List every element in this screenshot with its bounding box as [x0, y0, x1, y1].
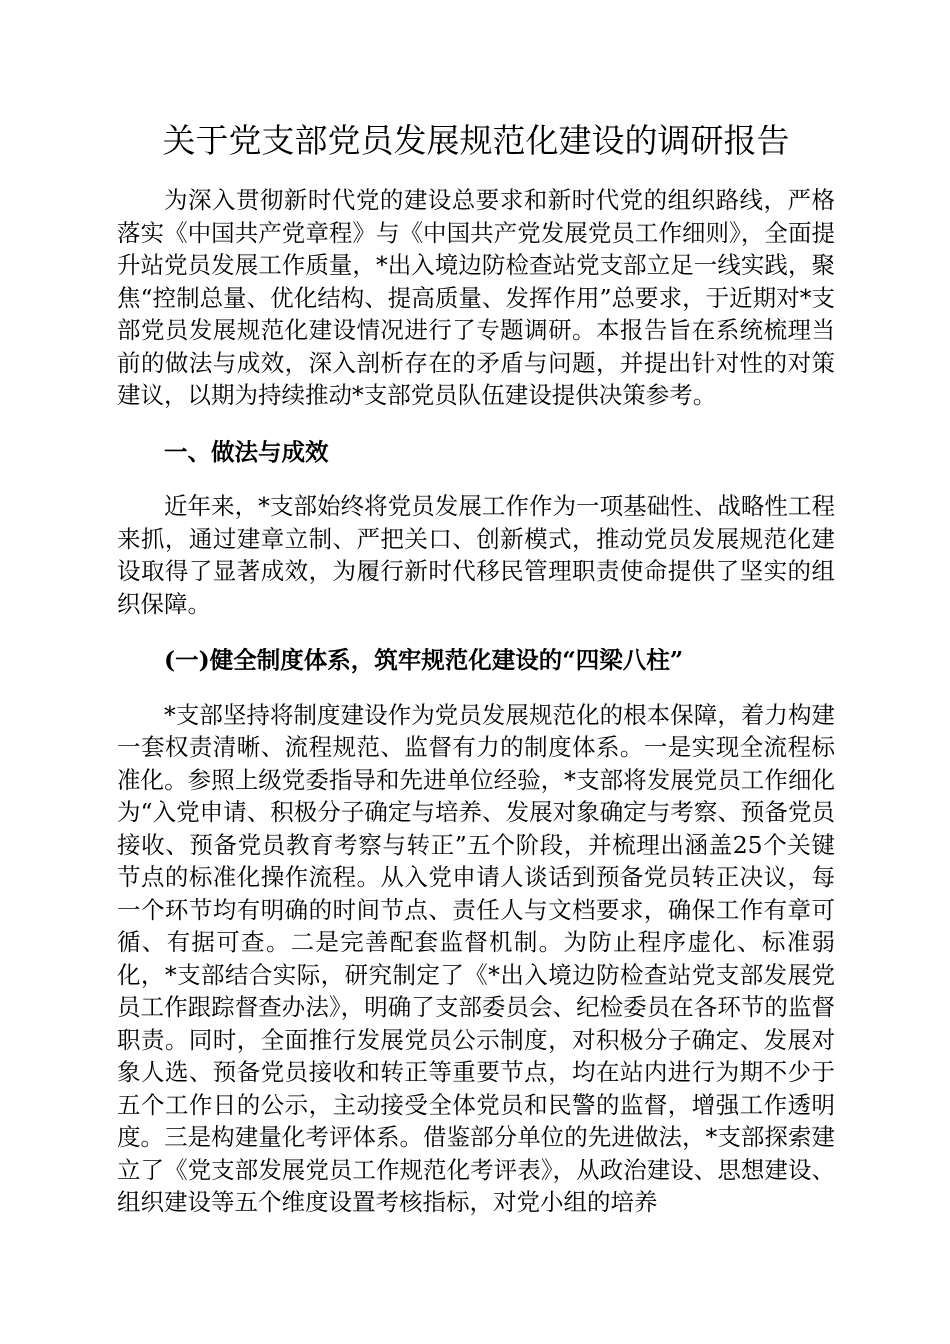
- document-title: 关于党支部党员发展规范化建设的调研报告: [162, 121, 790, 160]
- section-heading-1: 一、做法与成效: [164, 437, 329, 466]
- subsection-paragraph-1: *支部坚持将制度建设作为党员发展规范化的根本保障，着力构建一套权责清晰、流程规范、监督有力的制度体系。一是实现全流程标准化。参照上级党委指导和先进单位经验，*支部将发展党员工作细化为“入党申请、积极分子确定与培养、发展对象确定与考察、预备党员接收、预备党员教育考察与转正”五个阶段，并梳理出涵盖25个关键节点的标准化操作流程。从入党申请人谈话到预备党员转正决议，每一个环节均有明确的时间节点、责任人与文档要求，确保工作有章可循、有据可查。二是完善配套监督机制。为防止程序虚化、标准弱化，*支部结合实际，研究制定了《*出入境边防检查站党支部发展党员工作跟踪督查办法》，明确了支部委员会、纪检委员在各环节的监督职责。同时，全面推行发展党员公示制度，对积极分子确定、发展对象人选、预备党员接收和转正等重要节点，均在站内进行为期不少于五个工作日的公示，主动接受全体党员和民警的监督，增强工作透明度。三是构建量化考评体系。借鉴部分单位的先进做法，*支部探索建立了《党支部发展党员工作规范化考评表》，从政治建设、思想建设、组织建设等五个维度设置考核指标，对党小组的培养: [117, 700, 835, 1216]
- intro-paragraph: 为深入贯彻新时代党的建设总要求和新时代党的组织路线，严格落实《中国共产党章程》与《中国共产党发展党员工作细则》，全面提升站党员发展工作质量，*出入境边防检查站党支部立足一线实践，聚焦“控制总量、优化结构、提高质量、发挥作用”总要求，于近期对*支部党员发展规范化建设情况进行了专题调研。本报告旨在系统梳理当前的做法与成效，深入剖析存在的矛盾与问题，并提出针对性的对策建议，以期为持续推动*支部党员队伍建设提供决策参考。: [117, 186, 835, 409]
- document-page: [117, 108, 835, 1219]
- subsection-heading-1: (一)健全制度体系，筑牢规范化建设的“四梁八柱”: [164, 646, 684, 674]
- section-paragraph-1: 近年来，*支部始终将党员发展工作作为一项基础性、战略性工程来抓，通过建章立制、严把关口、创新模式，推动党员发展规范化建设取得了显著成效，为履行新时代移民管理职责使命提供了坚实的组织保障。: [117, 492, 835, 618]
